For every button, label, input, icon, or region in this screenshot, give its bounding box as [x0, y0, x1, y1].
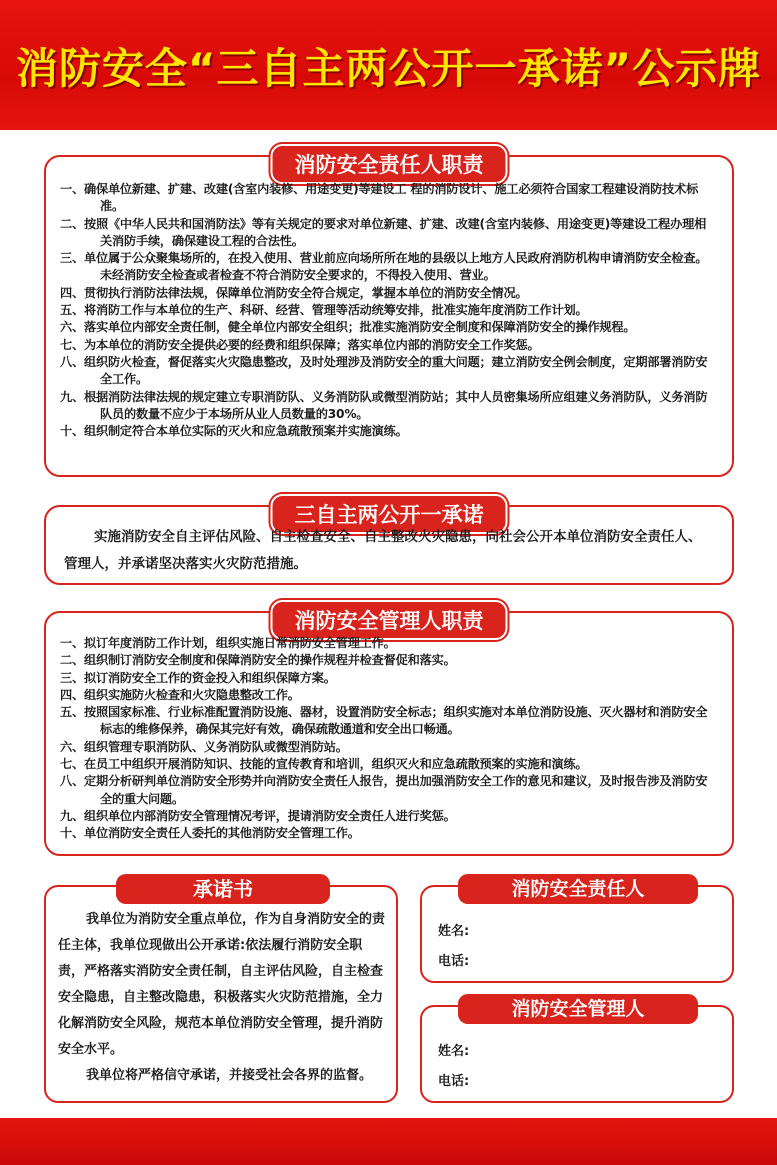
- list-item: 四、组织实施防火检查和火灾隐患整改工作。: [60, 687, 300, 702]
- list-item: 五、将消防工作与本单位的生产、科研、经营、管理等活动统筹安排，批准实施年度消防工作计划。: [60, 303, 588, 318]
- pledge-text: 实施消防安全自主评估风险、自主检查安全、自主整改火灾隐患，向社会公开本单位消防安全责任人、管理人，并承诺坚决落实火灾防范措施。: [64, 529, 702, 572]
- list-item: 七、在员工中组织开展消防知识、技能的宣传教育和培训，组织灭火和应急疏散预案的实施和演练。: [60, 757, 588, 772]
- list-item: 九、组织单位内部消防安全管理情况考评，提请消防安全责任人进行奖惩。: [60, 808, 456, 823]
- pledge-title: 三自主两公开一承诺: [271, 494, 508, 534]
- manager-person-title: 消防安全管理人: [458, 994, 698, 1024]
- list-item: 八、定期分析研判单位消防安全形势并向消防安全责任人报告，提出加强消防安全工作的意见和建议，及时报告涉及消防安全的重大问题。: [60, 774, 708, 806]
- pledge-section: [44, 505, 734, 585]
- page-title: 消防安全“三自主两公开一承诺”公示牌: [15, 44, 762, 93]
- list-item: 二、按照《中华人民共和国消防法》等有关规定的要求对单位新建、扩建、改建(含室内装修、用途变更)等建设工程办理相关消防手续，确保建设工程的合法性。: [60, 216, 707, 248]
- list-item: 十、组织制定符合本单位实际的灭火和应急疏散预案并实施演练。: [60, 424, 408, 439]
- header-banner: [0, 0, 777, 130]
- list-item: 九、根据消防法律法规的规定建立专职消防队、义务消防队或微型消防站；其中人员密集场所应组建义务消防队，义务消防队员的数量不应少于本场所从业人员数量的30%。: [60, 389, 708, 421]
- manager-duties-section: [44, 611, 734, 856]
- list-item: 五、按照国家标准、行业标准配置消防设施、器材，设置消防安全标志；组织实施对本单位消防设施、灭火器材和消防安全标志的维修保养，确保其完好有效，确保疏散通道和安全出口畅通。: [60, 705, 708, 737]
- promise-paragraph: 我单位将严格信守承诺，并接受社会各界的监督。: [86, 1068, 373, 1083]
- list-item: 三、单位属于公众聚集场所的，在投入使用、营业前应向场所所在地的县级以上地方人民政府消防机构申请消防安全检查。未经消防安全检查或者检查不符合消防安全要求的，不得投入使用、营业。: [60, 251, 708, 283]
- manager-person-card: [420, 998, 734, 1103]
- responsible-phone-field: 电话:: [438, 954, 470, 969]
- responsible-duties-title: 消防安全责任人职责: [271, 144, 508, 184]
- list-item: 十、单位消防安全责任人委托的其他消防安全管理工作。: [60, 826, 360, 841]
- list-item: 七、为本单位的消防安全提供必要的经费和组织保障；落实单位内部的消防安全工作奖惩。: [60, 337, 540, 352]
- list-item: 二、组织制订消防安全制度和保障消防安全的操作规程并检查督促和落实。: [60, 653, 456, 668]
- promise-paragraph: 我单位为消防安全重点单位，作为自身消防安全的责任主体，我单位现做出公开承诺:依法履行消防安全职责，严格落实消防安全责任制，自主评估风险，自主检查安全隐患，自主整改隐患，积极落实火灾防范措施，全力化解消防安全风险，规范本单位消防安全管理，提升消防安全水平。: [58, 912, 386, 1057]
- list-item: 一、拟订年度消防工作计划，组织实施日常消防安全管理工作。: [60, 636, 396, 650]
- list-item: 八、组织防火检查，督促落实火灾隐患整改，及时处理涉及消防安全的重大问题；建立消防安全例会制度，定期部署消防安全工作。: [60, 354, 708, 387]
- manager-duties-title: 消防安全管理人职责: [271, 600, 508, 640]
- promise-letter-box: [44, 877, 398, 1103]
- responsible-person-title: 消防安全责任人: [458, 874, 698, 904]
- manager-duties-list: [60, 635, 718, 843]
- responsible-name-field: 姓名:: [438, 924, 470, 939]
- promise-letter-text: [58, 907, 386, 1089]
- list-item: 三、拟订消防安全工作的资金投入和组织保障方案。: [60, 670, 336, 685]
- responsible-duties-section: [44, 155, 734, 477]
- list-item: 一、确保单位新建、扩建、改建(含室内装修、用途变更)等建设工 程的消防设计、施工必须符合国家工程建设消防技术标准。: [60, 182, 699, 214]
- list-item: 六、组织管理专职消防队、义务消防队或微型消防站。: [60, 739, 348, 754]
- responsible-person-card: [420, 878, 734, 983]
- footer-band: [0, 1118, 777, 1165]
- responsible-duties-list: [60, 181, 718, 440]
- list-item: 四、贯彻执行消防法律法规，保障单位消防安全符合规定，掌握本单位的消防安全情况。: [60, 285, 528, 300]
- promise-letter-title: 承诺书: [116, 874, 330, 904]
- manager-name-field: 姓名:: [438, 1044, 470, 1059]
- list-item: 六、落实单位内部安全责任制，健全单位内部安全组织；批准实施消防安全制度和保障消防安全的操作规程。: [60, 320, 636, 335]
- manager-phone-field: 电话:: [438, 1074, 470, 1089]
